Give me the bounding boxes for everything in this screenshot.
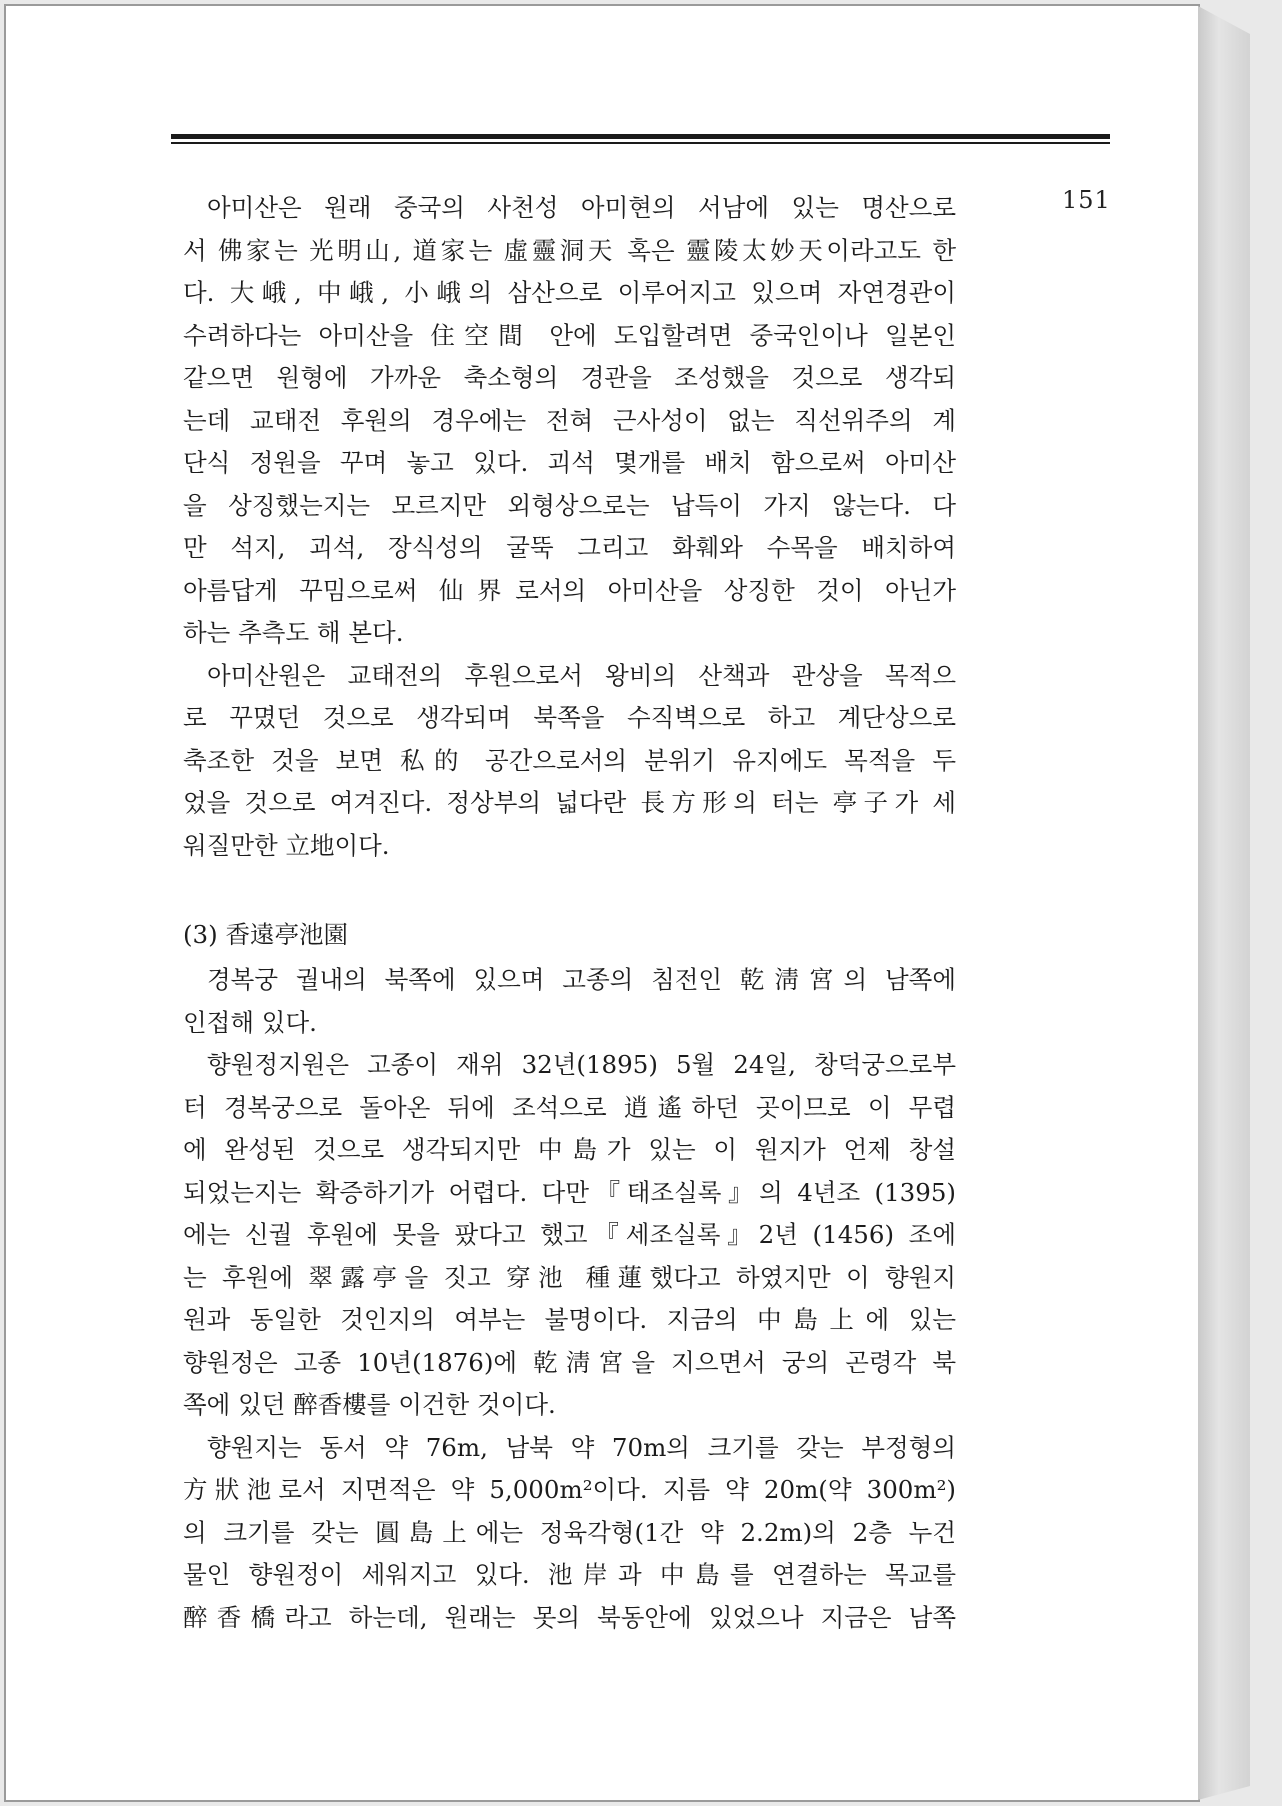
text-line: 향원지는 동서 약 76m, 남북 약 70m의 크기를 갖는 부정형의 [207,1432,956,1462]
section-heading: (3) 香遠亭池園 [183,920,348,949]
text-line: 方狀池로서 지면적은 약 5,000m²이다. 지름 약 20m(약 300m²) [183,1475,956,1504]
text-line: 되었는지는 확증하기가 어렵다. 다만『태조실록』의 4년조 (1395) [183,1177,956,1207]
text-line: 터 경복궁으로 돌아온 뒤에 조석으로 逍遙하던 곳이므로 이 무렵 [183,1092,956,1122]
text-line: 의 크기를 갖는 圓島上에는 정육각형(1간 약 2.2m)의 2층 누건 [183,1517,956,1547]
text-line: 단식 정원을 꾸며 놓고 있다. 괴석 몇개를 배치 함으로써 아미산 [183,448,956,477]
text-line: 다. 大峨, 中峨, 小峨의 삼산으로 이루어지고 있으며 자연경관이 [183,278,956,307]
header-rule-thick [171,134,1110,139]
paragraph-2 [183,655,956,868]
text-line: 수려하다는 아미산을 住空間 안에 도입할려면 중국인이나 일본인 [183,320,956,350]
text-line: 서 佛家는 光明山, 道家는 虛靈洞天 혹은 靈陵太妙天이라고도 한 [183,235,956,265]
page-number: 151 [1062,186,1111,214]
text-line: 을 상징했는지는 모르지만 외형상으로는 납득이 가지 않는다. 다 [183,490,956,520]
text-line: 에 완성된 것으로 생각되지만 中島가 있는 이 원지가 언제 창설 [183,1135,956,1164]
text-line: 아름답게 꾸밈으로써 仙界로서의 아미산을 상징한 것이 아닌가 [183,575,956,605]
text-line: 워질만한 立地이다. [183,830,390,860]
text-line: 물인 향원정이 세워지고 있다. 池岸과 中島를 연결하는 목교를 [183,1560,956,1589]
text-line: 같으면 원형에 가까운 축소형의 경관을 조성했을 것으로 생각되 [183,363,956,392]
page-edge-shadow [1198,6,1250,1800]
text-line: 醉香橋라고 하는데, 원래는 못의 북동안에 있었으나 지금은 남쪽 [183,1602,956,1632]
text-line: 경복궁 궐내의 북쪽에 있으며 고종의 침전인 乾淸宮의 남쪽에 [207,965,956,994]
body-text-top [183,187,956,867]
paragraph-4 [183,1044,956,1427]
text-line: 향원정은 고종 10년(1876)에 乾淸宮을 지으면서 궁의 곤령각 북 [183,1347,956,1377]
text-line: 아미산은 원래 중국의 사천성 아미현의 서남에 있는 명산으로 [207,193,956,222]
text-line: 원과 동일한 것인지의 여부는 불명이다. 지금의 中島上에 있는 [183,1305,956,1334]
text-line: 만 석지, 괴석, 장식성의 굴뚝 그리고 화훼와 수목을 배치하여 [183,533,956,562]
body-text-bottom [183,959,956,1639]
text-line: 인접해 있다. [183,1007,317,1037]
text-line: 로 꾸몄던 것으로 생각되며 북쪽을 수직벽으로 하고 계단상으로 [183,703,956,732]
text-line: 향원정지원은 고종이 재위 32년(1895) 5월 24일, 창덕궁으로부 [207,1050,956,1079]
text-line: 쪽에 있던 醉香樓를 이건한 것이다. [183,1390,556,1419]
text-line: 에는 신궐 후원에 못을 팠다고 했고『세조실록』2년 (1456) 조에 [183,1220,956,1249]
text-line: 는 후원에 翠露亭을 짓고 穿池 種蓮했다고 하였지만 이 향원지 [183,1262,956,1292]
paragraph-1 [183,187,956,655]
text-line: 축조한 것을 보면 私的 공간으로서의 분위기 유지에도 목적을 두 [183,745,956,775]
paragraph-3 [183,959,956,1044]
text-line: 하는 추측도 해 본다. [183,618,404,647]
paragraph-5 [183,1427,956,1640]
header-rule-thin [171,142,1110,144]
text-line: 는데 교태전 후원의 경우에는 전혀 근사성이 없는 직선위주의 계 [183,405,956,435]
text-line: 아미산원은 교태전의 후원으로서 왕비의 산책과 관상을 목적으 [207,660,956,690]
text-line: 었을 것으로 여겨진다. 정상부의 넓다란 長方形의 터는 亭子가 세 [183,788,956,817]
